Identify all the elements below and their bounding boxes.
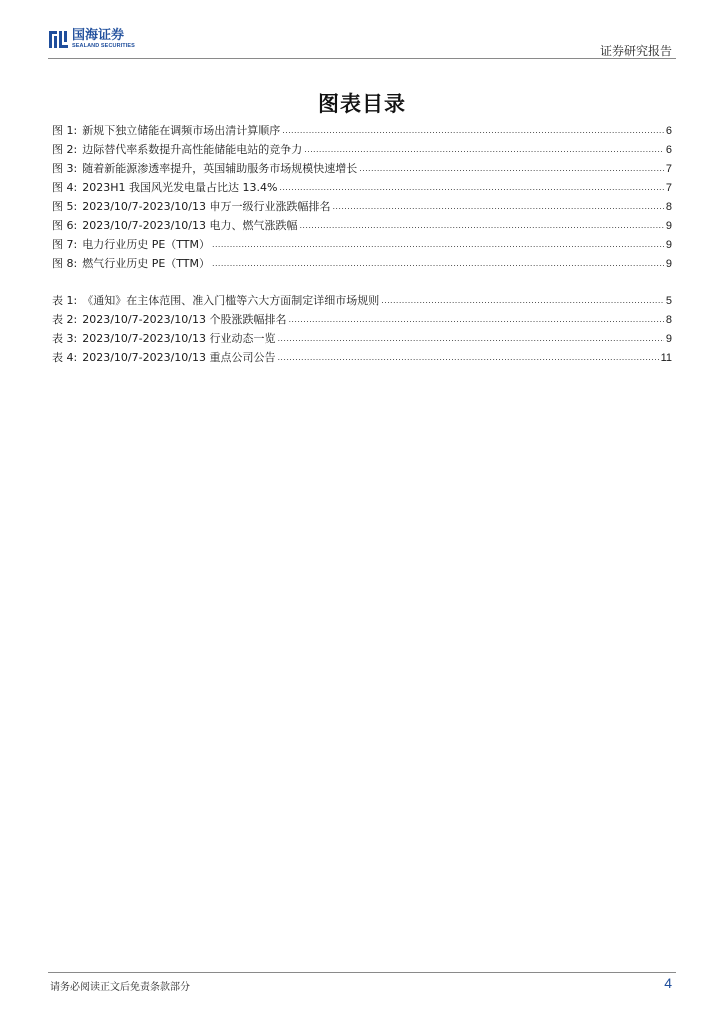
dot-leader [282, 121, 664, 140]
dot-leader [299, 216, 663, 235]
entry-number: 图 4: [52, 181, 78, 194]
entry-title: 随着新能源渗透率提升，英国辅助服务市场规模快速增长 [82, 162, 358, 175]
toc-entry-figure-3[interactable] [52, 159, 672, 178]
page-header [48, 26, 676, 59]
dot-leader [212, 235, 664, 254]
toc-entry-figure-7[interactable] [52, 235, 672, 254]
entry-title: 2023/10/7-2023/10/13 申万一级行业涨跌幅排名 [82, 200, 331, 213]
entry-number: 图 7: [52, 238, 78, 251]
entry-number: 图 3: [52, 162, 78, 175]
entry-number: 图 5: [52, 200, 78, 213]
entry-number: 图 2: [52, 143, 78, 156]
entry-page: 7 [665, 163, 672, 175]
logo-english-name: SEALAND SECURITIES [72, 43, 135, 50]
logo-chinese-name: 国海证券 [72, 28, 125, 44]
dot-leader [277, 329, 663, 348]
entry-title: 2023/10/7-2023/10/13 行业动态一览 [82, 332, 276, 345]
entry-page: 7 [665, 182, 672, 194]
entry-title: 《通知》在主体范围、准入门槛等六大方面制定详细市场规则 [82, 294, 380, 307]
entry-number: 图 8: [52, 257, 78, 270]
entry-page: 9 [665, 220, 672, 232]
sealand-logo-icon [48, 29, 69, 50]
page-number: 4 [664, 975, 672, 991]
toc-entry-figure-8[interactable] [52, 254, 672, 273]
report-type-label: 证券研究报告 [599, 44, 672, 58]
dot-leader [381, 291, 664, 310]
toc-entry-table-2[interactable] [52, 310, 672, 329]
toc-entry-table-1[interactable] [52, 291, 672, 310]
entry-number: 表 2: [52, 313, 78, 326]
dot-leader [212, 254, 664, 273]
dot-leader [359, 159, 664, 178]
toc-entry-figure-6[interactable] [52, 216, 672, 235]
entry-title: 新规下独立储能在调频市场出清计算顺序 [82, 124, 281, 137]
entry-number: 图 1: [52, 124, 78, 137]
toc-entry-figure-1[interactable] [52, 121, 672, 140]
entry-page: 9 [665, 239, 672, 251]
toc-title: 图表目录 [318, 92, 406, 116]
toc-entry-table-3[interactable] [52, 329, 672, 348]
entry-page: 11 [660, 352, 672, 364]
company-logo [48, 29, 135, 50]
table-list [52, 291, 672, 367]
entry-number: 表 3: [52, 332, 78, 345]
dot-leader [304, 140, 664, 159]
entry-title: 2023/10/7-2023/10/13 个股涨跌幅排名 [82, 313, 287, 326]
entry-page: 8 [665, 201, 672, 213]
entry-page: 8 [665, 314, 672, 326]
entry-page: 9 [665, 333, 672, 345]
toc-entry-figure-2[interactable] [52, 140, 672, 159]
dot-leader [288, 310, 663, 329]
page-footer [48, 972, 676, 993]
toc-entry-figure-4[interactable] [52, 178, 672, 197]
entry-title: 2023H1 我国风光发电量占比达 13.4% [82, 181, 278, 194]
disclaimer-text: 请务必阅读正文后免责条款部分 [50, 982, 190, 993]
entry-title: 边际替代率系数提升高性能储能电站的竞争力 [82, 143, 303, 156]
toc-entry-table-4[interactable] [52, 348, 672, 367]
entry-page: 5 [665, 295, 672, 307]
dot-leader [277, 348, 658, 367]
entry-number: 图 6: [52, 219, 78, 232]
dot-leader [279, 178, 663, 197]
dot-leader [332, 197, 663, 216]
entry-title: 2023/10/7-2023/10/13 重点公司公告 [82, 351, 276, 364]
entry-number: 表 1: [52, 294, 78, 307]
toc-entry-figure-5[interactable] [52, 197, 672, 216]
entry-title: 燃气行业历史 PE（TTM） [82, 257, 211, 270]
entry-page: 9 [665, 258, 672, 270]
entry-title: 电力行业历史 PE（TTM） [82, 238, 211, 251]
entry-number: 表 4: [52, 351, 78, 364]
entry-title: 2023/10/7-2023/10/13 电力、燃气涨跌幅 [82, 219, 298, 232]
figure-list [52, 121, 672, 273]
entry-page: 6 [665, 144, 672, 156]
entry-page: 6 [665, 125, 672, 137]
